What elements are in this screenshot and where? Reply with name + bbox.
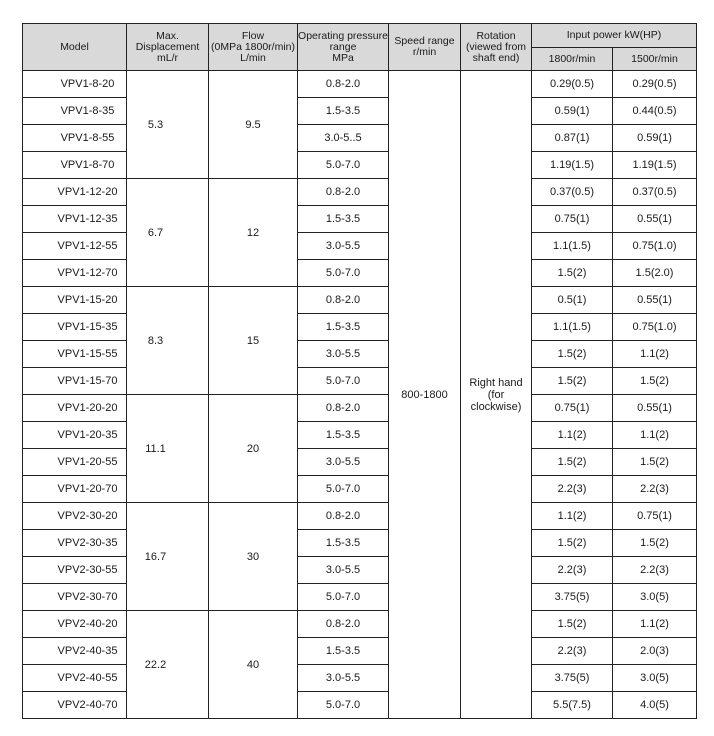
table-row: [23, 449, 697, 476]
model-name: VPV1-15-55: [57, 348, 118, 360]
header-rotation-line2: (viewed from: [465, 40, 527, 53]
model-cell: [23, 125, 127, 152]
power-1800rpm: 1.5(2): [532, 530, 613, 557]
header-pressure-line3: MPa: [332, 51, 354, 64]
model-name: VPV2-40-35: [57, 645, 118, 657]
model-name: VPV2-40-55: [57, 672, 118, 684]
header-speed-line1: Speed range: [394, 35, 455, 47]
power-1800rpm: 3.75(5): [532, 665, 613, 692]
model-name: VPV1-8-55: [60, 132, 115, 144]
model-cell: [23, 530, 127, 557]
header-pressure-line1: Operating pressure: [298, 29, 388, 42]
model-cell: [23, 260, 127, 287]
power-1800rpm: 0.87(1): [532, 125, 613, 152]
model-name: VPV2-30-35: [57, 537, 118, 549]
power-1800rpm: 0.5(1): [532, 287, 613, 314]
power-1500rpm: 2.0(3): [613, 638, 697, 665]
power-1500rpm: 2.2(3): [613, 476, 697, 503]
table-row: [23, 422, 697, 449]
table-row: [23, 611, 697, 638]
power-1500rpm: 1.1(2): [613, 422, 697, 449]
power-1500rpm: 0.59(1): [613, 125, 697, 152]
power-1800rpm: 1.5(2): [532, 368, 613, 395]
header-rotation-line3: shaft end): [472, 51, 520, 64]
power-1800rpm: 1.1(1.5): [532, 314, 613, 341]
model-cell: [23, 395, 127, 422]
model-cell: [23, 206, 127, 233]
table-row: [23, 287, 697, 314]
header-pressure: [298, 24, 389, 71]
table-row: [23, 692, 697, 719]
model-name: VPV1-8-20: [60, 78, 115, 90]
power-1500rpm: 4.0(5): [613, 692, 697, 719]
model-cell: [23, 314, 127, 341]
model-cell: [23, 368, 127, 395]
pressure-range: 5.0-7.0: [298, 692, 389, 719]
table-row: [23, 314, 697, 341]
table-row: [23, 233, 697, 260]
displacement-cell: [127, 179, 209, 287]
header-flow: [209, 24, 298, 71]
table-row: [23, 125, 697, 152]
power-1500rpm: 1.5(2): [613, 368, 697, 395]
pressure-range: 5.0-7.0: [298, 368, 389, 395]
model-name: VPV2-30-20: [57, 510, 118, 522]
pressure-range: 1.5-3.5: [298, 638, 389, 665]
model-cell: [23, 638, 127, 665]
pressure-range: 0.8-2.0: [298, 179, 389, 206]
header-speed-line2: r/min: [412, 46, 437, 58]
pressure-range: 5.0-7.0: [298, 476, 389, 503]
flow-value: 15: [209, 287, 298, 395]
pressure-range: 3.0-5.5: [298, 341, 389, 368]
header-rotation-line1: Rotation: [476, 29, 516, 42]
flow-value: 30: [209, 503, 298, 611]
model-cell: [23, 584, 127, 611]
displacement-value: 16.7: [144, 550, 167, 563]
model-name: VPV1-8-70: [60, 159, 115, 171]
power-1800rpm: 0.75(1): [532, 395, 613, 422]
model-name: VPV1-15-70: [57, 375, 118, 387]
power-1800rpm: 1.1(2): [532, 422, 613, 449]
pressure-range: 0.8-2.0: [298, 71, 389, 98]
table-row: [23, 665, 697, 692]
model-name: VPV1-12-55: [57, 240, 118, 252]
model-name: VPV1-12-20: [57, 186, 118, 198]
displacement-value: 11.1: [145, 442, 166, 455]
displacement-cell: [127, 287, 209, 395]
power-1500rpm: 1.5(2): [613, 449, 697, 476]
pressure-range: 1.5-3.5: [298, 98, 389, 125]
power-1800rpm: 2.2(3): [532, 557, 613, 584]
power-1500rpm: 0.44(0.5): [613, 98, 697, 125]
power-1800rpm: 1.1(1.5): [532, 233, 613, 260]
model-cell: [23, 557, 127, 584]
power-1500rpm: 0.75(1.0): [613, 314, 697, 341]
header-displacement-line3: mL/r: [157, 51, 178, 64]
table-row: [23, 179, 697, 206]
pressure-range: 0.8-2.0: [298, 395, 389, 422]
model-name: VPV1-12-70: [57, 267, 118, 279]
displacement-cell: [127, 395, 209, 503]
power-1800rpm: 1.5(2): [532, 449, 613, 476]
table-row: [23, 476, 697, 503]
table-row: [23, 368, 697, 395]
pressure-range: 3.0-5.5: [298, 665, 389, 692]
pressure-range: 1.5-3.5: [298, 206, 389, 233]
model-cell: [23, 341, 127, 368]
header-1500rpm: 1500r/min: [613, 48, 697, 71]
model-cell: [23, 692, 127, 719]
power-1500rpm: 0.55(1): [613, 206, 697, 233]
power-1800rpm: 0.59(1): [532, 98, 613, 125]
displacement-cell: [127, 71, 209, 179]
header-pressure-line2: range: [329, 40, 357, 53]
header-1800rpm: 1800r/min: [532, 48, 613, 71]
power-1800rpm: 0.75(1): [532, 206, 613, 233]
power-1500rpm: 3.0(5): [613, 584, 697, 611]
displacement-value: 22.2: [144, 658, 167, 671]
power-1500rpm: 0.55(1): [613, 395, 697, 422]
model-cell: [23, 287, 127, 314]
displacement-value: 6.7: [147, 226, 164, 239]
power-1800rpm: 1.5(2): [532, 611, 613, 638]
table-row: [23, 638, 697, 665]
power-1800rpm: 1.5(2): [532, 260, 613, 287]
model-cell: [23, 179, 127, 206]
power-1500rpm: 1.1(2): [613, 611, 697, 638]
table-body: [23, 71, 697, 719]
power-1500rpm: 2.2(3): [613, 557, 697, 584]
power-1800rpm: 1.5(2): [532, 341, 613, 368]
model-cell: [23, 665, 127, 692]
power-1500rpm: 0.75(1.0): [613, 233, 697, 260]
pressure-range: 1.5-3.5: [298, 530, 389, 557]
model-name: VPV1-12-35: [57, 213, 118, 225]
model-cell: [23, 611, 127, 638]
header-displacement-line1: Max.: [156, 29, 179, 42]
header-displacement-line2: Displacement: [135, 40, 200, 53]
model-cell: [23, 503, 127, 530]
pressure-range: 3.0-5..5: [298, 125, 389, 152]
model-cell: [23, 476, 127, 503]
header-displacement: [127, 24, 209, 71]
displacement-value: 8.3: [147, 334, 164, 347]
model-cell: [23, 98, 127, 125]
rotation-line2: (for clockwise): [470, 388, 522, 413]
table-row: [23, 557, 697, 584]
power-1500rpm: 1.5(2.0): [613, 260, 697, 287]
power-1800rpm: 3.75(5): [532, 584, 613, 611]
header-flow-line3: L/min: [240, 51, 266, 64]
power-1500rpm: 0.37(0.5): [613, 179, 697, 206]
power-1500rpm: 0.75(1): [613, 503, 697, 530]
power-1500rpm: 1.19(1.5): [613, 152, 697, 179]
table-row: [23, 206, 697, 233]
table-row: [23, 260, 697, 287]
pressure-range: 0.8-2.0: [298, 287, 389, 314]
model-name: VPV2-40-20: [57, 618, 118, 630]
rotation-value: [461, 71, 532, 719]
power-1800rpm: 1.19(1.5): [532, 152, 613, 179]
pressure-range: 3.0-5.5: [298, 557, 389, 584]
model-name: VPV1-20-55: [57, 456, 118, 468]
pressure-range: 3.0-5.5: [298, 233, 389, 260]
power-1800rpm: 0.29(0.5): [532, 71, 613, 98]
model-name: VPV1-20-70: [57, 483, 118, 495]
flow-value: 12: [209, 179, 298, 287]
model-name: VPV1-20-35: [57, 429, 118, 441]
pressure-range: 3.0-5.5: [298, 449, 389, 476]
displacement-cell: [127, 611, 209, 719]
table-row: [23, 584, 697, 611]
pressure-range: 5.0-7.0: [298, 584, 389, 611]
pressure-range: 5.0-7.0: [298, 152, 389, 179]
table-row: [23, 530, 697, 557]
power-1500rpm: 0.29(0.5): [613, 71, 697, 98]
displacement-value: 5.3: [147, 118, 164, 131]
flow-value: 40: [209, 611, 298, 719]
model-cell: [23, 71, 127, 98]
table-row: [23, 503, 697, 530]
model-name: VPV1-8-35: [60, 105, 115, 117]
model-name: VPV1-15-20: [57, 294, 118, 306]
header-flow-line1: Flow: [241, 29, 265, 42]
model-name: VPV1-20-20: [57, 402, 118, 414]
power-1500rpm: 1.1(2): [613, 341, 697, 368]
table-row: [23, 341, 697, 368]
pressure-range: 5.0-7.0: [298, 260, 389, 287]
model-name: VPV1-15-35: [57, 321, 118, 333]
flow-value: 20: [209, 395, 298, 503]
pump-spec-table: [22, 23, 697, 719]
header-input-power: Input power kW(HP): [532, 24, 697, 48]
power-1800rpm: 1.1(2): [532, 503, 613, 530]
pressure-range: 0.8-2.0: [298, 611, 389, 638]
table-header: [23, 24, 697, 71]
pressure-range: 1.5-3.5: [298, 314, 389, 341]
header-flow-line2: (0MPa 1800r/min): [210, 40, 296, 53]
power-1800rpm: 5.5(7.5): [532, 692, 613, 719]
model-cell: [23, 449, 127, 476]
model-cell: [23, 233, 127, 260]
power-1800rpm: 2.2(3): [532, 638, 613, 665]
model-cell: [23, 422, 127, 449]
model-cell: [23, 152, 127, 179]
table-row: [23, 98, 697, 125]
displacement-cell: [127, 503, 209, 611]
header-speed: [389, 24, 461, 71]
power-1500rpm: 0.55(1): [613, 287, 697, 314]
table-row: [23, 152, 697, 179]
rotation-line1: Right hand: [469, 376, 523, 389]
power-1800rpm: 2.2(3): [532, 476, 613, 503]
table-row: [23, 71, 697, 98]
power-1800rpm: 0.37(0.5): [532, 179, 613, 206]
header-model: Model: [23, 24, 127, 71]
header-rotation: [461, 24, 532, 71]
pressure-range: 1.5-3.5: [298, 422, 389, 449]
model-name: VPV2-30-70: [57, 591, 118, 603]
power-1500rpm: 3.0(5): [613, 665, 697, 692]
flow-value: 9.5: [209, 71, 298, 179]
pressure-range: 0.8-2.0: [298, 503, 389, 530]
speed-range-value: 800-1800: [389, 71, 461, 719]
table-row: [23, 395, 697, 422]
model-name: VPV2-40-70: [57, 699, 118, 711]
power-1500rpm: 1.5(2): [613, 530, 697, 557]
model-name: VPV2-30-55: [57, 564, 118, 576]
